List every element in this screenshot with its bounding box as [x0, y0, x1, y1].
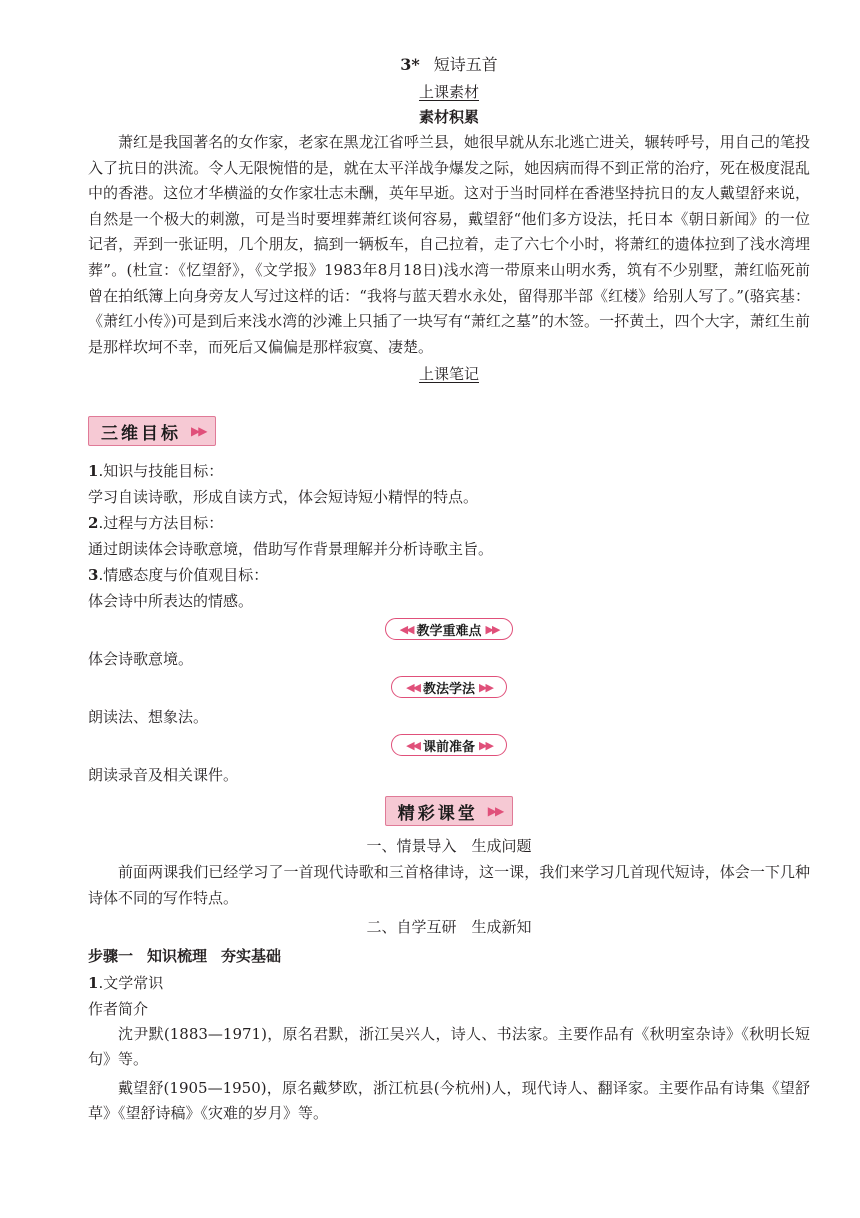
chevron-right-icon: ▶▶ — [479, 738, 492, 752]
goal-item-1-text: 学习自读诗歌，形成自读方式，体会短诗短小精悍的特点。 — [88, 488, 479, 507]
key-points-pill: ◀◀ 教学重难点 ▶▶ — [385, 618, 514, 640]
part2-title: 二、自学互研 生成新知 — [366, 917, 532, 936]
section-heading-materials: 上课素材 — [418, 83, 479, 101]
chevron-left-icon: ◀◀ — [399, 622, 413, 636]
part1-text: 前面两课我们已经学习了一首现代诗歌和三首格律诗，这一课，我们来学习几首现代短诗，体会一下几种诗体不同的写作特点。 — [88, 863, 810, 907]
lesson-title — [88, 52, 810, 78]
goal-item-3-heading: 3.情感态度与价值观目标： — [88, 566, 269, 585]
arrow-right-icon: ▶▶ — [487, 804, 503, 819]
classroom-banner-label: 精彩课堂 — [397, 803, 478, 824]
author-shen-yinmo: 沈尹默(1883—1971)，原名君默，浙江吴兴人，诗人、书法家。主要作品有《秋明室杂诗》《秋明长短句》等。 — [88, 1024, 810, 1069]
classroom-banner — [385, 796, 513, 826]
subheading-accumulation: 素材积累 — [418, 108, 479, 126]
chevron-right-icon: ▶▶ — [485, 622, 499, 636]
goal-item-2-text: 通过朗读体会诗歌意境，借助写作背景理解并分析诗歌主旨。 — [88, 540, 494, 559]
material-paragraph: 萧红是我国著名的女作家，老家在黑龙江省呼兰县，她很早就从东北逃亡进关，辗转呼号，用自己的笔投入了抗日的洪流。令人无限惋惜的是，就在太平洋战争爆发之际，她因病而得不到正常的治疗，死在极度混乱中的香港。这位才华横溢的女作家壮志未酬，英年早逝。这对于当时同样在香港坚持抗日的友人戴望舒来说，自然是一个极大的刺激，可是当时要埋葬萧红谈何容易，戴望舒“他们多方设法，托日本《朝日新闻》的一位记者，弄到一张证明，几个朋友，搞到一辆板车，自己拉着，走了六七个小时，将萧红的遗体拉到了浅水湾埋葬”。(杜宣：《忆望舒》，《文学报》1983年8月18日)浅水湾一带原来山明水秀，筑有不少别墅，萧红临死前曾在拍纸簿上向身旁友人写过这样的话：“我将与蓝天碧水永处，留得那半部《红楼》给别人写了。”(骆宾基：《萧红小传》)可是到后来浅水湾的沙滩上只插了一块写有“萧红之墓”的木签。一抔黄土，四个大字，萧红生前是那样坎坷不幸，而死后又偏偏是那样寂寞、凄楚。 — [88, 133, 810, 356]
goal-item-2-heading: 2.过程与方法目标： — [88, 514, 224, 533]
preparation-text: 朗读录音及相关课件。 — [88, 766, 239, 785]
lesson-number: 3* — [400, 55, 420, 74]
methods-pill: ◀◀ 教法学法 ▶▶ — [391, 676, 507, 698]
goals-banner — [88, 416, 216, 446]
goals-banner-label: 三维目标 — [101, 423, 181, 444]
arrow-right-icon: ▶▶ — [191, 424, 206, 439]
page-content — [88, 52, 810, 1127]
chevron-left-icon: ◀◀ — [406, 738, 419, 752]
author-intro-heading: 作者简介 — [88, 999, 149, 1018]
section-heading-notes: 上课笔记 — [418, 365, 479, 384]
lesson-name: 短诗五首 — [433, 55, 498, 74]
step-heading: 步骤一 知识梳理 夯实基础 — [88, 946, 282, 965]
chevron-left-icon: ◀◀ — [406, 680, 419, 694]
goal-item-1-heading: 1.知识与技能目标： — [88, 462, 224, 481]
preparation-pill: ◀◀ 课前准备 ▶▶ — [391, 734, 507, 756]
part1-title: 一、情景导入 生成问题 — [366, 837, 532, 856]
chevron-right-icon: ▶▶ — [479, 680, 492, 694]
methods-text: 朗读法、想象法。 — [88, 708, 209, 727]
author-dai-wangshu: 戴望舒(1905—1950)，原名戴梦欧，浙江杭县(今杭州)人，现代诗人、翻译家。主要作品有诗集《望舒草》《望舒诗稿》《灾难的岁月》等。 — [88, 1078, 810, 1123]
literature-heading: 1.文学常识 — [88, 973, 164, 992]
key-points-text: 体会诗歌意境。 — [88, 650, 194, 669]
goal-item-3-text: 体会诗中所表达的情感。 — [88, 592, 254, 611]
